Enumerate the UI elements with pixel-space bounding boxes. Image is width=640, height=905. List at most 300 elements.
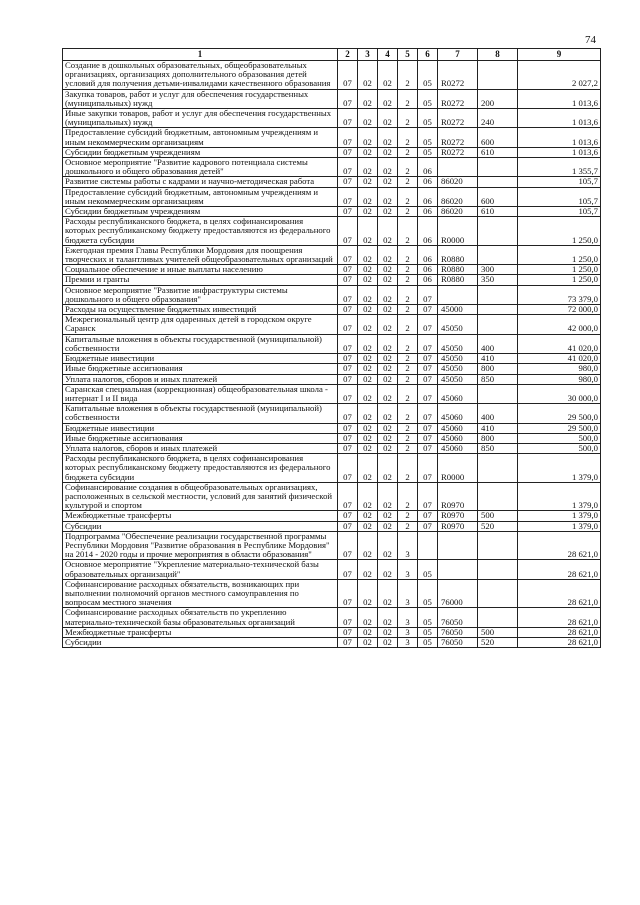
- cell-subsection: 02: [358, 423, 378, 433]
- cell-program: 02: [378, 128, 398, 147]
- cell-main-activity: 07: [418, 315, 438, 334]
- cell-main-activity: 05: [418, 147, 438, 157]
- cell-expense-type: [478, 158, 518, 177]
- row-description: Иные бюджетные ассигнования: [63, 364, 338, 374]
- cell-main-activity: 07: [418, 404, 438, 423]
- column-header: 2: [338, 49, 358, 61]
- row-description: Основное мероприятие "Укрепление материально-технической базы образовательных организаций": [63, 560, 338, 579]
- cell-direction: R0970: [438, 511, 478, 521]
- cell-program: 02: [378, 275, 398, 285]
- cell-main-activity: 05: [418, 579, 438, 608]
- cell-subprogram: 3: [398, 627, 418, 637]
- cell-amount: 1 379,0: [518, 454, 601, 483]
- row-description: Иные бюджетные ассигнования: [63, 433, 338, 443]
- cell-subprogram: 2: [398, 207, 418, 217]
- cell-expense-type: 610: [478, 207, 518, 217]
- cell-direction: 76050: [438, 627, 478, 637]
- row-description: Межрегиональный центр для одаренных детей в городском округе Саранск: [63, 315, 338, 334]
- cell-direction: 45050: [438, 315, 478, 334]
- cell-subsection: 02: [358, 245, 378, 264]
- table-row: [63, 433, 601, 443]
- cell-amount: 1 250,0: [518, 217, 601, 246]
- cell-subprogram: 2: [398, 265, 418, 275]
- cell-expense-type: [478, 454, 518, 483]
- row-description: Межбюджетные трансферты: [63, 627, 338, 637]
- table-row: [63, 109, 601, 128]
- cell-expense-type: [478, 305, 518, 315]
- cell-subsection: 02: [358, 454, 378, 483]
- cell-direction: R0000: [438, 217, 478, 246]
- cell-subsection: 02: [358, 89, 378, 108]
- cell-subprogram: 2: [398, 275, 418, 285]
- cell-direction: [438, 158, 478, 177]
- cell-main-activity: 07: [418, 305, 438, 315]
- cell-expense-type: 410: [478, 354, 518, 364]
- cell-main-activity: 06: [418, 265, 438, 275]
- cell-program: 02: [378, 423, 398, 433]
- table-row: [63, 364, 601, 374]
- cell-subsection: 02: [358, 433, 378, 443]
- table-row: [63, 531, 601, 560]
- cell-amount: 105,7: [518, 177, 601, 187]
- table-row: [63, 608, 601, 627]
- cell-amount: 72 000,0: [518, 305, 601, 315]
- cell-subsection: 02: [358, 207, 378, 217]
- cell-section: 07: [338, 627, 358, 637]
- table-row: [63, 305, 601, 315]
- cell-expense-type: 520: [478, 521, 518, 531]
- cell-subprogram: 2: [398, 443, 418, 453]
- cell-subprogram: 2: [398, 305, 418, 315]
- cell-subprogram: 3: [398, 579, 418, 608]
- row-description: Уплата налогов, сборов и иных платежей: [63, 443, 338, 453]
- cell-subsection: 02: [358, 579, 378, 608]
- page-number: 74: [585, 34, 596, 46]
- cell-program: 02: [378, 364, 398, 374]
- cell-subprogram: 2: [398, 364, 418, 374]
- cell-subprogram: 2: [398, 217, 418, 246]
- cell-program: 02: [378, 482, 398, 511]
- cell-section: 07: [338, 158, 358, 177]
- cell-section: 07: [338, 531, 358, 560]
- cell-section: 07: [338, 217, 358, 246]
- cell-subprogram: 2: [398, 404, 418, 423]
- cell-subsection: 02: [358, 315, 378, 334]
- cell-program: 02: [378, 433, 398, 443]
- row-description: Социальное обеспечение и иные выплаты населению: [63, 265, 338, 275]
- cell-section: 07: [338, 443, 358, 453]
- cell-expense-type: 600: [478, 128, 518, 147]
- cell-amount: 41 020,0: [518, 334, 601, 353]
- row-description: Развитие системы работы с кадрами и научно-методическая работа: [63, 177, 338, 187]
- cell-subprogram: 3: [398, 531, 418, 560]
- cell-expense-type: [478, 384, 518, 403]
- cell-expense-type: [478, 531, 518, 560]
- table-row: [63, 579, 601, 608]
- cell-main-activity: [418, 531, 438, 560]
- cell-main-activity: 06: [418, 158, 438, 177]
- cell-amount: 42 000,0: [518, 315, 601, 334]
- cell-program: 02: [378, 285, 398, 304]
- cell-section: 07: [338, 128, 358, 147]
- cell-amount: 1 250,0: [518, 265, 601, 275]
- cell-section: 07: [338, 364, 358, 374]
- cell-subprogram: 2: [398, 482, 418, 511]
- cell-program: 02: [378, 315, 398, 334]
- cell-subsection: 02: [358, 334, 378, 353]
- row-description: Софинансирование создания в общеобразовательных организациях, расположенных в сельской местности, условий для занятий физической культурой и спортом: [63, 482, 338, 511]
- cell-amount: 1 013,6: [518, 128, 601, 147]
- cell-expense-type: 300: [478, 265, 518, 275]
- cell-program: 02: [378, 147, 398, 157]
- row-description: Основное мероприятие "Развитие кадрового потенциала системы дошкольного и общего образования детей": [63, 158, 338, 177]
- cell-main-activity: 05: [418, 608, 438, 627]
- cell-expense-type: 500: [478, 627, 518, 637]
- cell-main-activity: 05: [418, 109, 438, 128]
- row-description: Саранская специальная (коррекционная) общеобразовательная школа - интернат I и II вида: [63, 384, 338, 403]
- cell-subsection: 02: [358, 384, 378, 403]
- cell-main-activity: 07: [418, 285, 438, 304]
- cell-subsection: 02: [358, 531, 378, 560]
- row-description: Субсидии: [63, 521, 338, 531]
- cell-subsection: 02: [358, 608, 378, 627]
- cell-main-activity: 07: [418, 384, 438, 403]
- table-row: [63, 511, 601, 521]
- cell-main-activity: 06: [418, 245, 438, 264]
- cell-amount: 500,0: [518, 443, 601, 453]
- row-description: Уплата налогов, сборов и иных платежей: [63, 374, 338, 384]
- cell-expense-type: 520: [478, 637, 518, 647]
- table-row: [63, 334, 601, 353]
- row-description: Капитальные вложения в объекты государственной (муниципальной) собственности: [63, 404, 338, 423]
- cell-subsection: 02: [358, 128, 378, 147]
- cell-expense-type: 240: [478, 109, 518, 128]
- cell-program: 02: [378, 61, 398, 90]
- cell-amount: 28 621,0: [518, 637, 601, 647]
- cell-subprogram: 3: [398, 560, 418, 579]
- cell-subprogram: 2: [398, 147, 418, 157]
- cell-subsection: 02: [358, 177, 378, 187]
- cell-subsection: 02: [358, 404, 378, 423]
- table-row: [63, 521, 601, 531]
- cell-program: 02: [378, 608, 398, 627]
- table-row: [63, 285, 601, 304]
- cell-subprogram: 2: [398, 158, 418, 177]
- cell-subsection: 02: [358, 158, 378, 177]
- cell-program: 02: [378, 109, 398, 128]
- table-row: [63, 217, 601, 246]
- cell-subsection: 02: [358, 305, 378, 315]
- cell-section: 07: [338, 433, 358, 443]
- cell-amount: 105,7: [518, 207, 601, 217]
- cell-section: 07: [338, 265, 358, 275]
- cell-section: 07: [338, 207, 358, 217]
- cell-amount: 1 250,0: [518, 275, 601, 285]
- cell-subsection: 02: [358, 187, 378, 206]
- cell-main-activity: 06: [418, 177, 438, 187]
- cell-expense-type: 800: [478, 364, 518, 374]
- cell-amount: 1 013,6: [518, 89, 601, 108]
- cell-section: 07: [338, 187, 358, 206]
- cell-subprogram: 2: [398, 374, 418, 384]
- cell-expense-type: [478, 245, 518, 264]
- cell-amount: 980,0: [518, 364, 601, 374]
- cell-subsection: 02: [358, 61, 378, 90]
- cell-expense-type: 200: [478, 89, 518, 108]
- cell-amount: 1 379,0: [518, 511, 601, 521]
- cell-amount: 29 500,0: [518, 423, 601, 433]
- row-description: Субсидии бюджетным учреждениям: [63, 147, 338, 157]
- cell-section: 07: [338, 511, 358, 521]
- cell-section: 07: [338, 579, 358, 608]
- cell-program: 02: [378, 384, 398, 403]
- cell-main-activity: 05: [418, 560, 438, 579]
- cell-main-activity: 07: [418, 511, 438, 521]
- row-description: Капитальные вложения в объекты государственной (муниципальной) собственности: [63, 334, 338, 353]
- cell-program: 02: [378, 511, 398, 521]
- row-description: Расходы республиканского бюджета, в целях софинансирования которых республиканскому бюджету предоставляются из федерального бюджета субсидии: [63, 454, 338, 483]
- cell-section: 07: [338, 109, 358, 128]
- table-row: [63, 177, 601, 187]
- cell-section: 07: [338, 521, 358, 531]
- cell-subsection: 02: [358, 217, 378, 246]
- cell-direction: 76050: [438, 637, 478, 647]
- cell-subprogram: 2: [398, 89, 418, 108]
- cell-section: 07: [338, 374, 358, 384]
- cell-program: 02: [378, 374, 398, 384]
- cell-expense-type: [478, 177, 518, 187]
- cell-section: 07: [338, 637, 358, 647]
- row-description: Бюджетные инвестиции: [63, 423, 338, 433]
- cell-direction: R0880: [438, 245, 478, 264]
- cell-subsection: 02: [358, 109, 378, 128]
- table-row: [63, 265, 601, 275]
- cell-main-activity: 07: [418, 433, 438, 443]
- table-row: [63, 627, 601, 637]
- row-description: Премии и гранты: [63, 275, 338, 285]
- row-description: Предоставление субсидий бюджетным, автономным учреждениям и иным некоммерческим организациям: [63, 128, 338, 147]
- cell-main-activity: 07: [418, 374, 438, 384]
- cell-section: 07: [338, 334, 358, 353]
- table-row: [63, 147, 601, 157]
- cell-subprogram: 2: [398, 245, 418, 264]
- cell-amount: 28 621,0: [518, 608, 601, 627]
- cell-amount: 1 013,6: [518, 109, 601, 128]
- cell-direction: 45060: [438, 404, 478, 423]
- cell-subprogram: 2: [398, 109, 418, 128]
- cell-expense-type: 350: [478, 275, 518, 285]
- cell-section: 07: [338, 384, 358, 403]
- cell-subprogram: 2: [398, 511, 418, 521]
- cell-amount: 1 379,0: [518, 521, 601, 531]
- cell-amount: 1 250,0: [518, 245, 601, 264]
- cell-direction: 45000: [438, 305, 478, 315]
- cell-main-activity: 06: [418, 207, 438, 217]
- cell-amount: 28 621,0: [518, 627, 601, 637]
- cell-program: 02: [378, 637, 398, 647]
- cell-subprogram: 2: [398, 521, 418, 531]
- cell-program: 02: [378, 627, 398, 637]
- cell-expense-type: [478, 560, 518, 579]
- cell-program: 02: [378, 443, 398, 453]
- cell-subprogram: 2: [398, 354, 418, 364]
- row-description: Межбюджетные трансферты: [63, 511, 338, 521]
- cell-expense-type: 400: [478, 404, 518, 423]
- cell-direction: R0272: [438, 128, 478, 147]
- table-row: [63, 482, 601, 511]
- cell-program: 02: [378, 354, 398, 364]
- column-header: 9: [518, 49, 601, 61]
- cell-amount: 980,0: [518, 374, 601, 384]
- cell-direction: R0272: [438, 109, 478, 128]
- table-row: [63, 128, 601, 147]
- cell-section: 07: [338, 61, 358, 90]
- cell-subsection: 02: [358, 521, 378, 531]
- cell-expense-type: [478, 579, 518, 608]
- cell-expense-type: 600: [478, 187, 518, 206]
- table-row: [63, 158, 601, 177]
- column-header: 5: [398, 49, 418, 61]
- cell-expense-type: 850: [478, 374, 518, 384]
- cell-expense-type: [478, 61, 518, 90]
- cell-direction: 45060: [438, 443, 478, 453]
- cell-main-activity: 07: [418, 334, 438, 353]
- cell-subsection: 02: [358, 265, 378, 275]
- cell-program: 02: [378, 560, 398, 579]
- cell-expense-type: [478, 217, 518, 246]
- cell-direction: 45060: [438, 433, 478, 443]
- cell-subsection: 02: [358, 627, 378, 637]
- table-row: [63, 275, 601, 285]
- row-description: Софинансирование расходных обязательств, возникающих при выполнении полномочий органов местного самоуправления по вопросам местного значения: [63, 579, 338, 608]
- cell-section: 07: [338, 404, 358, 423]
- cell-expense-type: 850: [478, 443, 518, 453]
- cell-main-activity: 06: [418, 217, 438, 246]
- column-header: 8: [478, 49, 518, 61]
- cell-direction: R0000: [438, 454, 478, 483]
- cell-subprogram: 2: [398, 61, 418, 90]
- cell-section: 07: [338, 560, 358, 579]
- cell-amount: 1 355,7: [518, 158, 601, 177]
- table-row: [63, 454, 601, 483]
- cell-direction: R0272: [438, 147, 478, 157]
- cell-program: 02: [378, 334, 398, 353]
- cell-program: 02: [378, 217, 398, 246]
- cell-subprogram: 2: [398, 187, 418, 206]
- cell-section: 07: [338, 454, 358, 483]
- cell-section: 07: [338, 285, 358, 304]
- cell-subprogram: 2: [398, 128, 418, 147]
- cell-expense-type: 610: [478, 147, 518, 157]
- cell-direction: 45050: [438, 354, 478, 364]
- column-header: 6: [418, 49, 438, 61]
- cell-expense-type: 800: [478, 433, 518, 443]
- cell-section: 07: [338, 315, 358, 334]
- cell-expense-type: [478, 285, 518, 304]
- row-description: Предоставление субсидий бюджетным, автономным учреждениям и иным некоммерческим организациям: [63, 187, 338, 206]
- cell-program: 02: [378, 305, 398, 315]
- cell-subsection: 02: [358, 275, 378, 285]
- cell-subprogram: 2: [398, 177, 418, 187]
- cell-direction: [438, 531, 478, 560]
- table-row: [63, 245, 601, 264]
- cell-direction: 86020: [438, 207, 478, 217]
- cell-main-activity: 07: [418, 521, 438, 531]
- cell-expense-type: 410: [478, 423, 518, 433]
- cell-program: 02: [378, 404, 398, 423]
- table-row: [63, 637, 601, 647]
- cell-section: 07: [338, 354, 358, 364]
- cell-amount: 41 020,0: [518, 354, 601, 364]
- table-row: [63, 315, 601, 334]
- cell-amount: 28 621,0: [518, 579, 601, 608]
- cell-direction: R0880: [438, 265, 478, 275]
- cell-section: 07: [338, 177, 358, 187]
- column-header: 1: [63, 49, 338, 61]
- table-row: [63, 61, 601, 90]
- cell-main-activity: 07: [418, 443, 438, 453]
- cell-direction: 45050: [438, 334, 478, 353]
- column-header: 3: [358, 49, 378, 61]
- cell-amount: 500,0: [518, 433, 601, 443]
- cell-amount: 1 379,0: [518, 482, 601, 511]
- cell-amount: 30 000,0: [518, 384, 601, 403]
- cell-section: 07: [338, 608, 358, 627]
- cell-direction: R0880: [438, 275, 478, 285]
- header-row: [63, 49, 601, 61]
- table-row: [63, 443, 601, 453]
- cell-subprogram: 3: [398, 637, 418, 647]
- table-row: [63, 354, 601, 364]
- cell-amount: 29 500,0: [518, 404, 601, 423]
- cell-direction: R0970: [438, 521, 478, 531]
- cell-program: 02: [378, 89, 398, 108]
- row-description: Закупка товаров, работ и услуг для обеспечения государственных (муниципальных) нужд: [63, 89, 338, 108]
- cell-section: 07: [338, 275, 358, 285]
- cell-direction: R0970: [438, 482, 478, 511]
- cell-subsection: 02: [358, 560, 378, 579]
- cell-amount: 28 621,0: [518, 531, 601, 560]
- cell-direction: 86020: [438, 187, 478, 206]
- row-description: Софинансирование расходных обязательств по укреплению материально-технической базы образовательных организаций: [63, 608, 338, 627]
- cell-expense-type: 500: [478, 511, 518, 521]
- cell-section: 07: [338, 482, 358, 511]
- cell-expense-type: [478, 315, 518, 334]
- table-row: [63, 187, 601, 206]
- cell-direction: 76050: [438, 608, 478, 627]
- cell-amount: 105,7: [518, 187, 601, 206]
- table-row: [63, 384, 601, 403]
- cell-subprogram: 2: [398, 454, 418, 483]
- cell-program: 02: [378, 265, 398, 275]
- cell-main-activity: 05: [418, 627, 438, 637]
- cell-main-activity: 05: [418, 89, 438, 108]
- cell-expense-type: [478, 608, 518, 627]
- cell-subprogram: 2: [398, 433, 418, 443]
- cell-expense-type: [478, 482, 518, 511]
- row-description: Субсидии бюджетным учреждениям: [63, 207, 338, 217]
- row-description: Создание в дошкольных образовательных, общеобразовательных организациях, организациях дополнительного образования детей условий для получения детьми-инвалидами качественного образования: [63, 61, 338, 90]
- row-description: Основное мероприятие "Развитие инфраструктуры системы дошкольного и общего образования": [63, 285, 338, 304]
- cell-main-activity: 07: [418, 482, 438, 511]
- cell-subsection: 02: [358, 147, 378, 157]
- cell-main-activity: 07: [418, 454, 438, 483]
- cell-subprogram: 2: [398, 423, 418, 433]
- table-row: [63, 404, 601, 423]
- cell-section: 07: [338, 89, 358, 108]
- cell-direction: [438, 560, 478, 579]
- cell-main-activity: 05: [418, 61, 438, 90]
